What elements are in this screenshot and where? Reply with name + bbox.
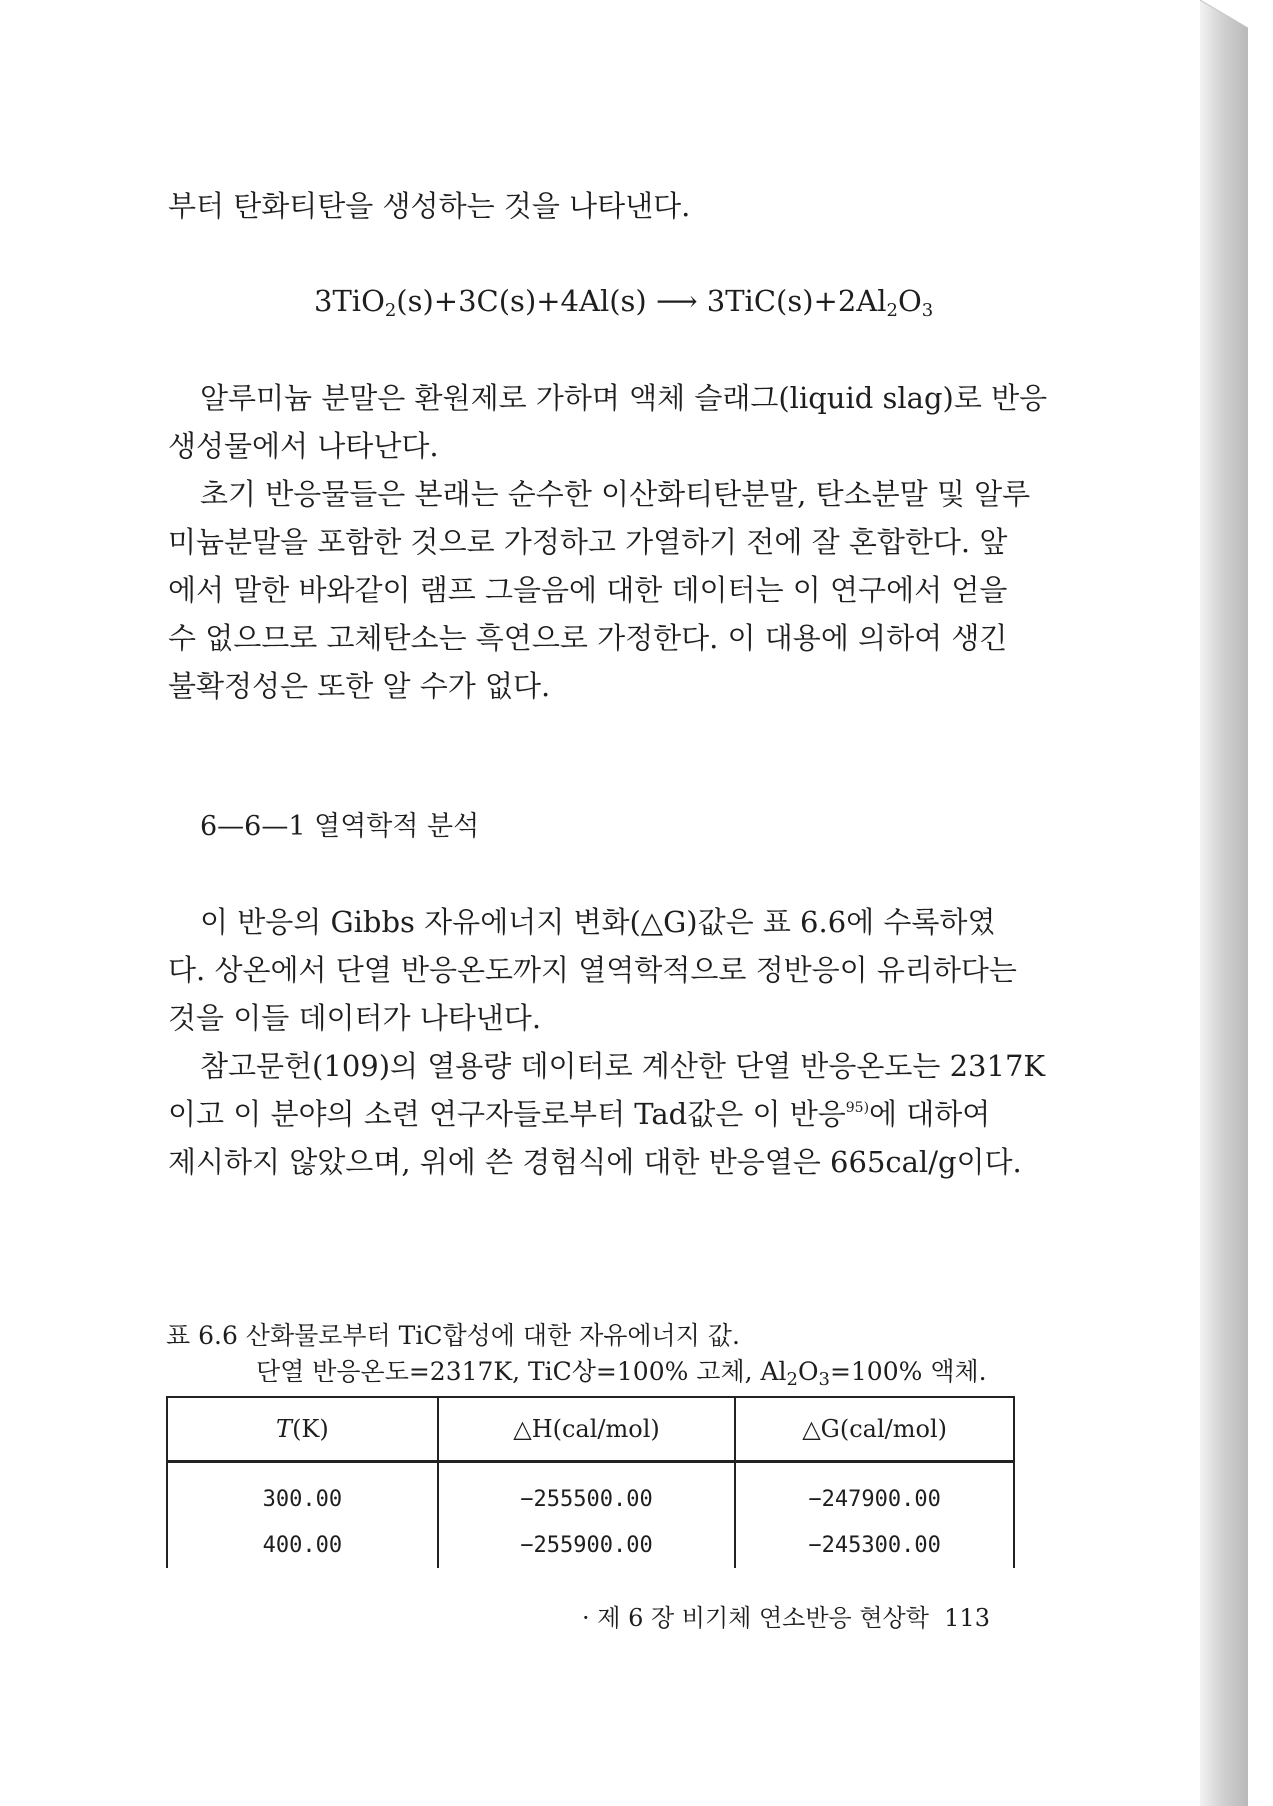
table-cell: −255500.00	[438, 1462, 735, 1523]
paragraph-line	[168, 1092, 990, 1133]
equation-subscript: 2	[384, 300, 397, 321]
page-number: 113	[944, 1604, 990, 1632]
paragraph-line: 다. 상온에서 단열 반응온도까지 열역학적으로 정반응이 유리하다는	[168, 953, 1017, 987]
text-run: =100% 액체.	[829, 1357, 987, 1386]
header-symbol: T	[276, 1415, 293, 1443]
header-unit: (cal/mol)	[839, 1415, 947, 1443]
chemical-equation	[314, 284, 933, 321]
equation-subscript: 2	[886, 300, 898, 321]
table-cell: −255900.00	[438, 1522, 735, 1568]
text-run: 단열 반응온도=2317K, TiC상=100% 고체, Al	[256, 1357, 787, 1386]
table-caption-conditions	[256, 1352, 987, 1390]
chapter-title: · 제 6 장 비기체 연소반응 현상학	[582, 1604, 929, 1632]
paragraph-line: 미늄분말을 포함한 것으로 가정하고 가열하기 전에 잘 혼합한다. 앞	[168, 525, 1008, 559]
table-cell: −245300.00	[735, 1522, 1014, 1568]
header-unit: (cal/mol)	[552, 1415, 660, 1443]
formula-subscript: 3	[818, 1369, 830, 1390]
book-spine-edge	[1200, 0, 1252, 1806]
intro-line: 부터 탄화티탄을 생성하는 것을 나타낸다.	[168, 189, 691, 223]
free-energy-table	[166, 1396, 1015, 1568]
paragraph-line: 수 없으므로 고체탄소는 흑연으로 가정한다. 이 대용에 의하여 생긴	[168, 621, 1008, 655]
text-run: 이고 이 분야의 소련 연구자들로부터 Tad값은 이 반응	[168, 1097, 846, 1131]
paragraph-line: 생성물에서 나타난다.	[168, 429, 439, 463]
section-heading: 6—6—1 열역학적 분석	[200, 811, 480, 842]
table-row	[167, 1462, 1014, 1523]
paragraph-line: 이 반응의 Gibbs 자유에너지 변화(△G)값은 표 6.6에 수록하였	[200, 905, 996, 939]
header-symbol: △H	[513, 1415, 553, 1443]
paragraph-line: 제시하지 않았으며, 위에 쓴 경험식에 대한 반응열은 665cal/g이다.	[168, 1145, 1022, 1179]
paragraph-line: 알루미늄 분말은 환원제로 가하며 액체 슬래그(liquid slag)로 반응	[200, 381, 1048, 415]
table-cell: 300.00	[167, 1462, 438, 1523]
equation-part: (s)+3C(s)+4Al(s)	[396, 284, 647, 318]
reference-superscript: 95)	[845, 1100, 870, 1116]
equation-part: 3TiO	[314, 284, 385, 318]
running-footer	[582, 1598, 990, 1633]
table-row	[167, 1522, 1014, 1568]
table-header-row	[167, 1397, 1014, 1462]
paragraph-line: 불확정성은 또한 알 수가 없다.	[168, 669, 551, 703]
equation-part: 3TiC(s)+2Al	[706, 284, 887, 318]
header-symbol: △G	[802, 1415, 840, 1443]
equation-subscript: 3	[921, 300, 934, 321]
text-run: 에 대하여	[869, 1097, 991, 1131]
column-header-enthalpy	[438, 1397, 735, 1462]
table-cell: −247900.00	[735, 1462, 1014, 1523]
table-caption-title: 표 6.6 산화물로부터 TiC합성에 대한 자유에너지 값.	[166, 1321, 740, 1350]
paragraph-line: 참고문헌(109)의 열용량 데이터로 계산한 단열 반응온도는 2317K	[200, 1049, 1046, 1083]
table-cell: 400.00	[167, 1522, 438, 1568]
equation-part: O	[897, 284, 922, 318]
paragraph-line: 것을 이들 데이터가 나타낸다.	[168, 1001, 542, 1035]
paragraph-line: 초기 반응물들은 본래는 순수한 이산화티탄분말, 탄소분말 및 알루	[200, 477, 1031, 511]
column-header-temperature	[167, 1397, 438, 1462]
formula-subscript: 2	[786, 1369, 798, 1390]
column-header-gibbs	[735, 1397, 1014, 1462]
text-run: O	[798, 1357, 819, 1386]
reaction-arrow: ⟶	[655, 284, 698, 318]
paragraph-line: 에서 말한 바와같이 램프 그을음에 대한 데이터는 이 연구에서 얻을	[168, 573, 1008, 607]
header-unit: (K)	[292, 1415, 329, 1443]
spine-shading	[1200, 0, 1252, 1806]
